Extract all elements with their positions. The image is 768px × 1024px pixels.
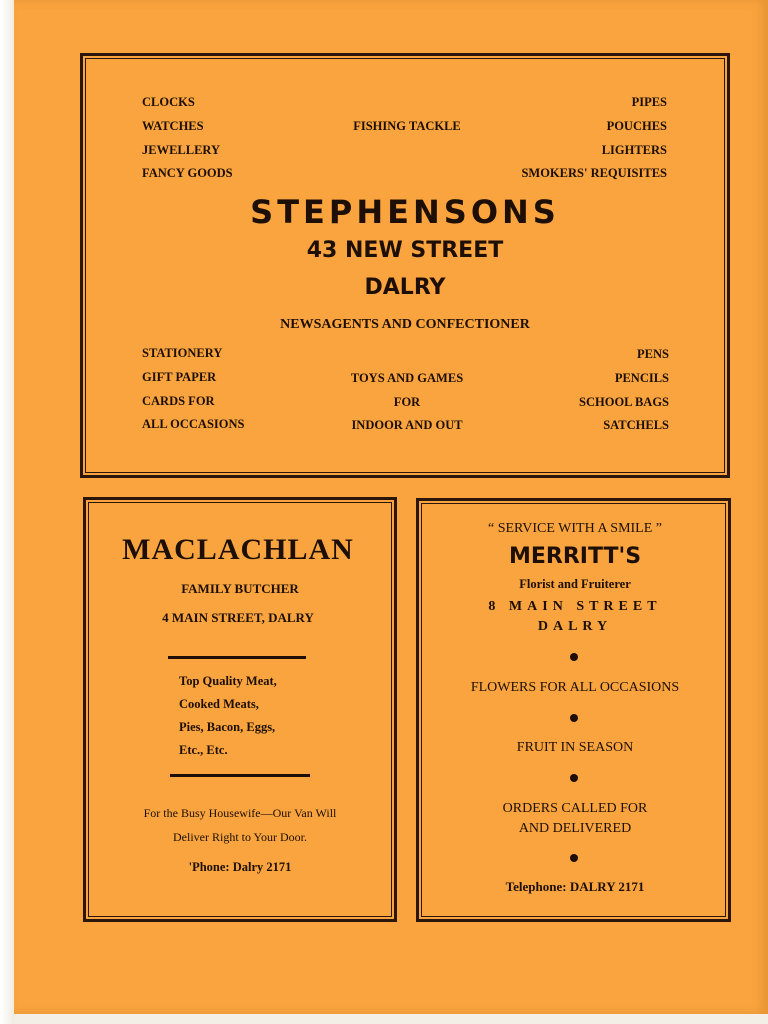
merritts-offer: AND DELIVERED	[518, 821, 632, 836]
maclachlan-trade: FAMILY BUTCHER	[181, 581, 299, 596]
merritts-town: DALRY	[537, 619, 613, 634]
merritts-phone: Telephone: DALRY 2171	[505, 879, 645, 894]
bullet-icon	[570, 653, 578, 661]
bullet-icon	[570, 714, 578, 722]
maclachlan-name: MACLACHLAN	[122, 533, 354, 566]
stephensons-right-item: SATCHELS	[603, 418, 669, 432]
stephensons-town: DALRY	[364, 275, 446, 300]
merritts-slogan: “ SERVICE WITH A SMILE ”	[488, 521, 662, 536]
merritts-offer: FLOWERS FOR ALL OCCASIONS	[470, 680, 680, 695]
maclachlan-delivery-line: Deliver Right to Your Door.	[172, 830, 308, 844]
maclachlan-item: Top Quality Meat,	[179, 674, 277, 688]
merritts-offer: FRUIT IN SEASON	[516, 740, 634, 755]
stephensons-left-item: FANCY GOODS	[142, 166, 233, 180]
stephensons-left-item: JEWELLERY	[142, 143, 221, 157]
stephensons-left-item: GIFT PAPER	[142, 370, 217, 384]
stephensons-right-item: POUCHES	[606, 119, 667, 133]
stephensons-street: 43 NEW STREET	[306, 238, 504, 263]
stephensons-advert	[80, 53, 730, 478]
stephensons-left-item: WATCHES	[142, 119, 204, 133]
bullet-icon	[570, 774, 578, 782]
stephensons-center-item: FISHING TACKLE	[353, 119, 461, 133]
maclachlan-item: Etc., Etc.	[179, 743, 228, 757]
merritts-offer: ORDERS CALLED FOR	[502, 801, 648, 816]
bullet-icon	[570, 854, 578, 862]
stephensons-center-item: INDOOR AND OUT	[351, 418, 463, 432]
stephensons-left-item: CLOCKS	[142, 95, 195, 109]
page-bottom-edge	[14, 1014, 768, 1024]
stephensons-left-item: STATIONERY	[142, 346, 223, 360]
stephensons-name: STEPHENSONS	[250, 193, 560, 231]
maclachlan-address: 4 MAIN STREET, DALRY	[162, 610, 314, 625]
maclachlan-divider	[168, 656, 306, 659]
maclachlan-item: Cooked Meats,	[179, 697, 259, 711]
page-edge	[0, 0, 14, 1024]
stephensons-right-item: SCHOOL BAGS	[579, 395, 669, 409]
stephensons-right-item: LIGHTERS	[601, 143, 667, 157]
maclachlan-item: Pies, Bacon, Eggs,	[179, 720, 276, 734]
maclachlan-delivery-line: For the Busy Housewife—Our Van Will	[143, 806, 337, 820]
stephensons-right-item: PENS	[637, 347, 669, 361]
stephensons-right-item: PENCILS	[614, 371, 669, 385]
stephensons-center-item: FOR	[393, 395, 421, 409]
merritts-name: MERRITT'S	[508, 544, 642, 569]
merritts-street: 8 MAIN STREET	[488, 599, 662, 614]
stephensons-trade: NEWSAGENTS AND CONFECTIONER	[280, 317, 530, 332]
stephensons-right-item: SMOKERS' REQUISITES	[521, 166, 667, 180]
maclachlan-divider	[170, 774, 310, 777]
stephensons-left-item: ALL OCCASIONS	[142, 417, 245, 431]
stephensons-center-item: TOYS AND GAMES	[350, 371, 464, 385]
stephensons-left-item: CARDS FOR	[142, 394, 215, 408]
stephensons-right-item: PIPES	[631, 95, 667, 109]
merritts-trade: Florist and Fruiterer	[519, 577, 631, 591]
maclachlan-phone: 'Phone: Dalry 2171	[188, 860, 292, 874]
